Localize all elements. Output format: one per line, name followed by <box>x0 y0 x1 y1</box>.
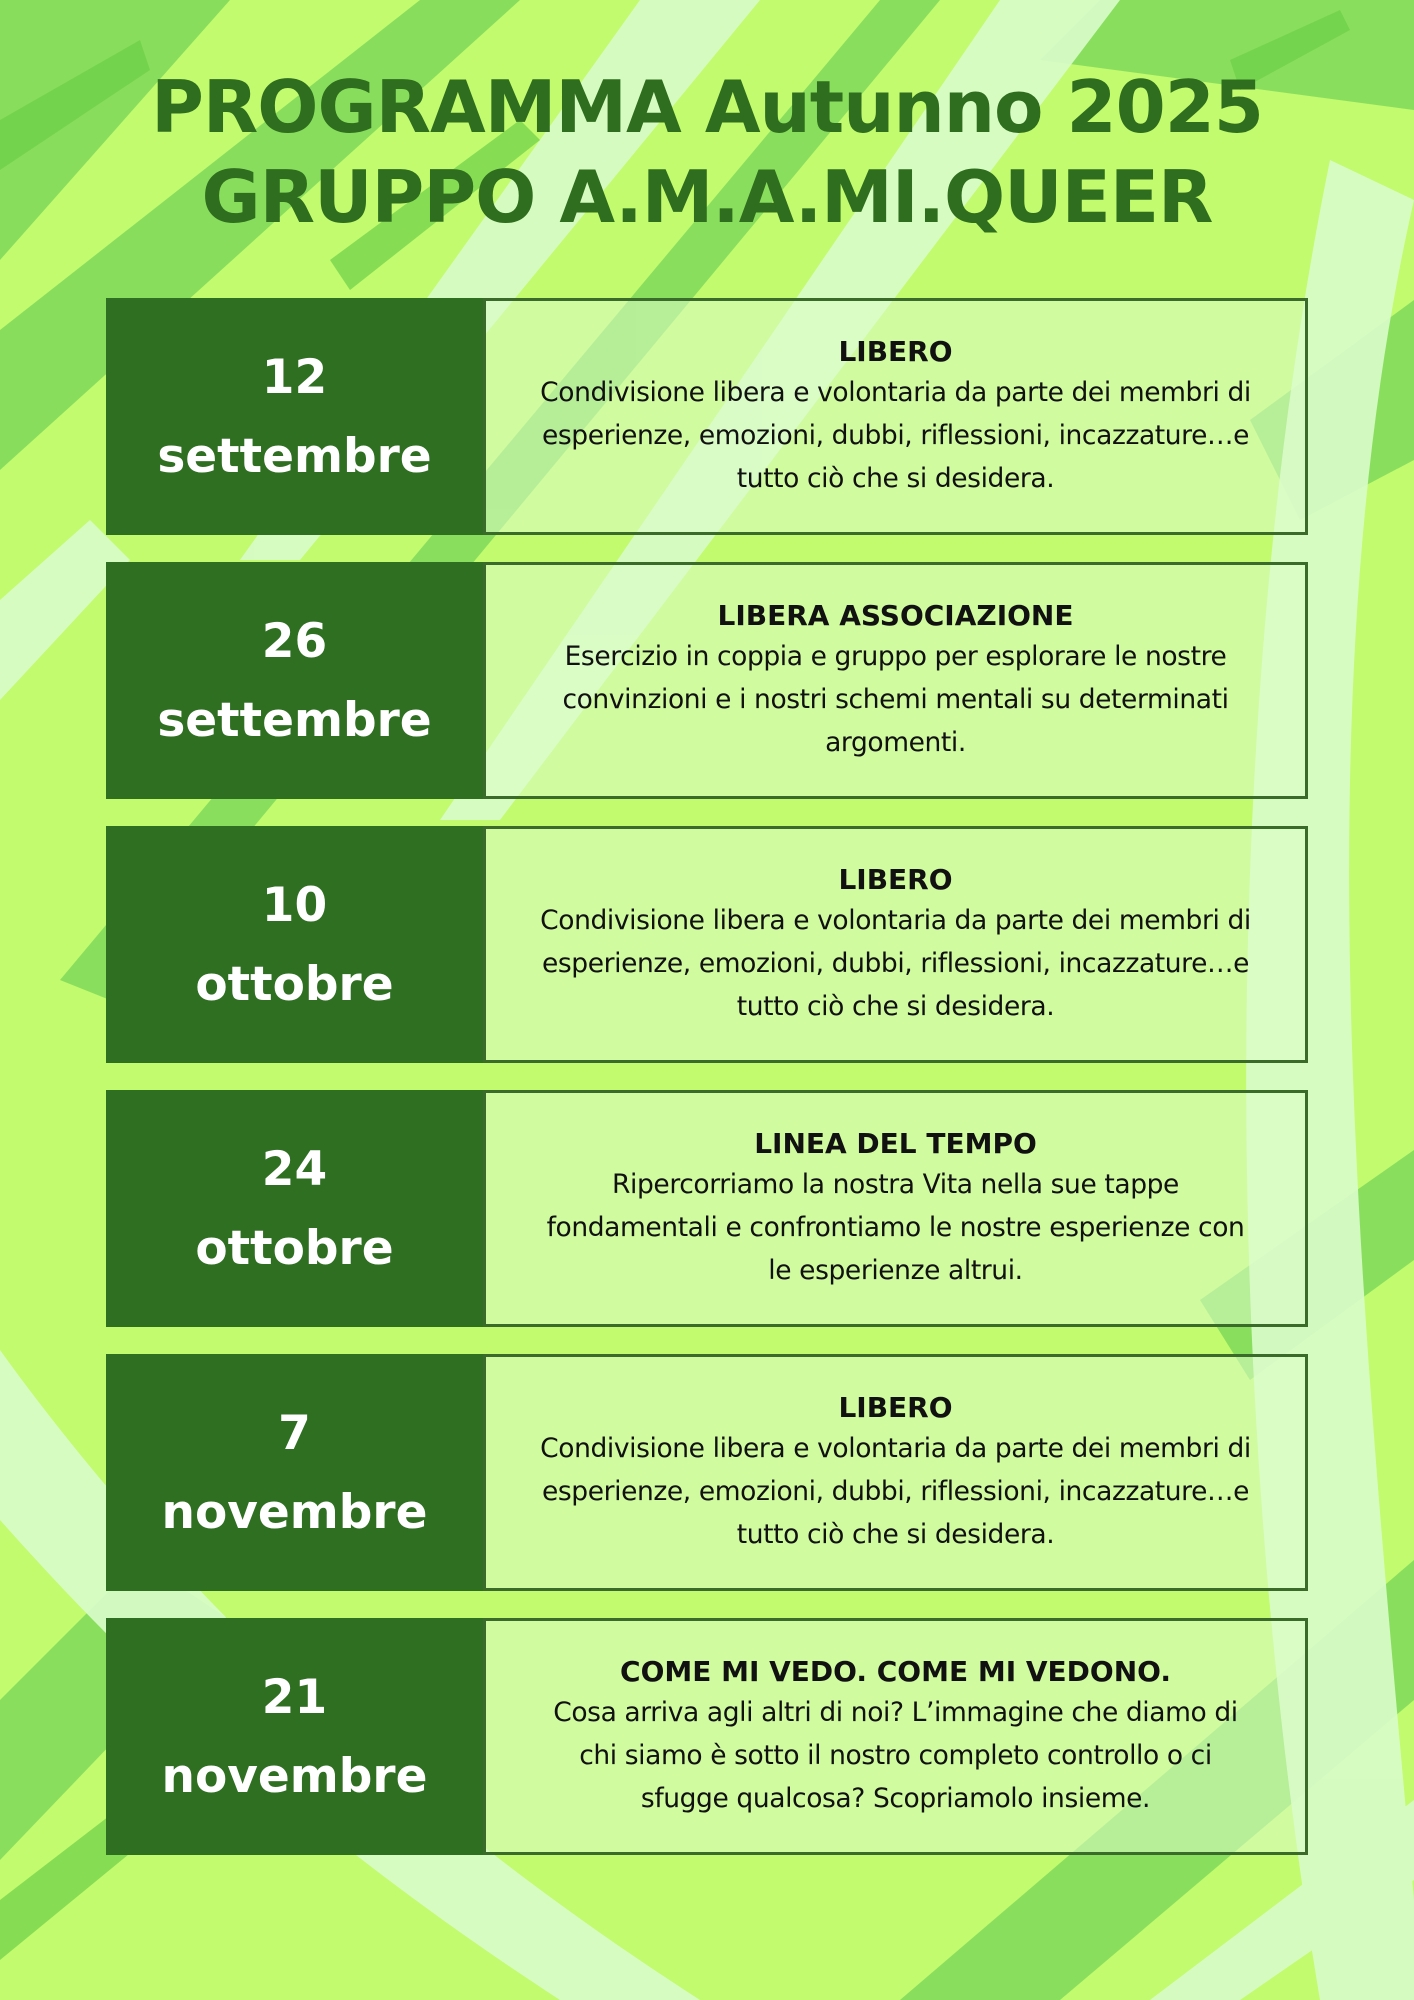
session-text-line: tutto ciò che si desidera. <box>736 1519 1055 1550</box>
session-title: LIBERA ASSOCIAZIONE <box>717 599 1074 632</box>
session-text-line: esperienze, emozioni, dubbi, riflessioni, incazzature…e <box>541 1476 1250 1507</box>
date-day: 26 <box>261 613 328 669</box>
date-block <box>106 1618 483 1855</box>
title-line-1: PROGRAMMA Autunno 2025 <box>151 65 1263 149</box>
date-day: 24 <box>261 1141 328 1197</box>
schedule-row <box>106 562 1308 799</box>
schedule-list <box>106 298 1308 1882</box>
date-block <box>106 562 483 799</box>
session-text-line: Condivisione libera e volontaria da parte dei membri di <box>540 377 1251 408</box>
date-month: novembre <box>161 1748 428 1804</box>
session-title: LINEA DEL TEMPO <box>754 1127 1037 1160</box>
title-line-2: GRUPPO A.M.A.MI.QUEER <box>201 155 1213 239</box>
session-description <box>483 562 1308 799</box>
session-description <box>483 298 1308 535</box>
session-text-line: tutto ciò che si desidera. <box>736 991 1055 1022</box>
date-day: 21 <box>261 1669 328 1725</box>
date-month: settembre <box>157 428 432 484</box>
date-block <box>106 1090 483 1327</box>
date-day: 12 <box>261 349 328 405</box>
session-title: COME MI VEDO. COME MI VEDONO. <box>620 1655 1171 1688</box>
session-text-line: esperienze, emozioni, dubbi, riflessioni, incazzature…e <box>541 420 1250 451</box>
schedule-row <box>106 826 1308 1063</box>
session-text-line: le esperienze altrui. <box>768 1255 1023 1286</box>
date-month: settembre <box>157 692 432 748</box>
date-block <box>106 298 483 535</box>
session-title: LIBERO <box>838 335 953 368</box>
date-day: 7 <box>278 1405 311 1461</box>
date-day: 10 <box>261 877 328 933</box>
date-block <box>106 1354 483 1591</box>
session-text-line: Cosa arriva agli altri di noi? L’immagine che diamo di <box>553 1697 1238 1728</box>
session-title: LIBERO <box>838 1391 953 1424</box>
session-text-line: tutto ciò che si desidera. <box>736 463 1055 494</box>
session-text-line: Esercizio in coppia e gruppo per esplorare le nostre <box>564 641 1227 672</box>
session-text-line: sfugge qualcosa? Scopriamolo insieme. <box>640 1783 1151 1814</box>
session-text-line: convinzioni e i nostri schemi mentali su determinati <box>562 684 1229 715</box>
session-text-line: Condivisione libera e volontaria da parte dei membri di <box>540 905 1251 936</box>
page-title <box>0 62 1414 242</box>
session-description <box>483 1618 1308 1855</box>
schedule-row <box>106 1618 1308 1855</box>
session-title: LIBERO <box>838 863 953 896</box>
date-month: novembre <box>161 1484 428 1540</box>
session-description <box>483 1090 1308 1327</box>
date-month: ottobre <box>195 956 394 1012</box>
session-text-line: chi siamo è sotto il nostro completo controllo o ci <box>579 1740 1212 1771</box>
session-description <box>483 826 1308 1063</box>
session-text-line: Condivisione libera e volontaria da parte dei membri di <box>540 1433 1251 1464</box>
schedule-row <box>106 1354 1308 1591</box>
date-block <box>106 826 483 1063</box>
session-text-line: Ripercorriamo la nostra Vita nella sue tappe <box>612 1169 1179 1200</box>
schedule-row <box>106 1090 1308 1327</box>
session-text-line: argomenti. <box>825 727 966 758</box>
session-text-line: esperienze, emozioni, dubbi, riflessioni, incazzature…e <box>541 948 1250 979</box>
date-month: ottobre <box>195 1220 394 1276</box>
schedule-row <box>106 298 1308 535</box>
session-description <box>483 1354 1308 1591</box>
session-text-line: fondamentali e confrontiamo le nostre esperienze con <box>546 1212 1245 1243</box>
